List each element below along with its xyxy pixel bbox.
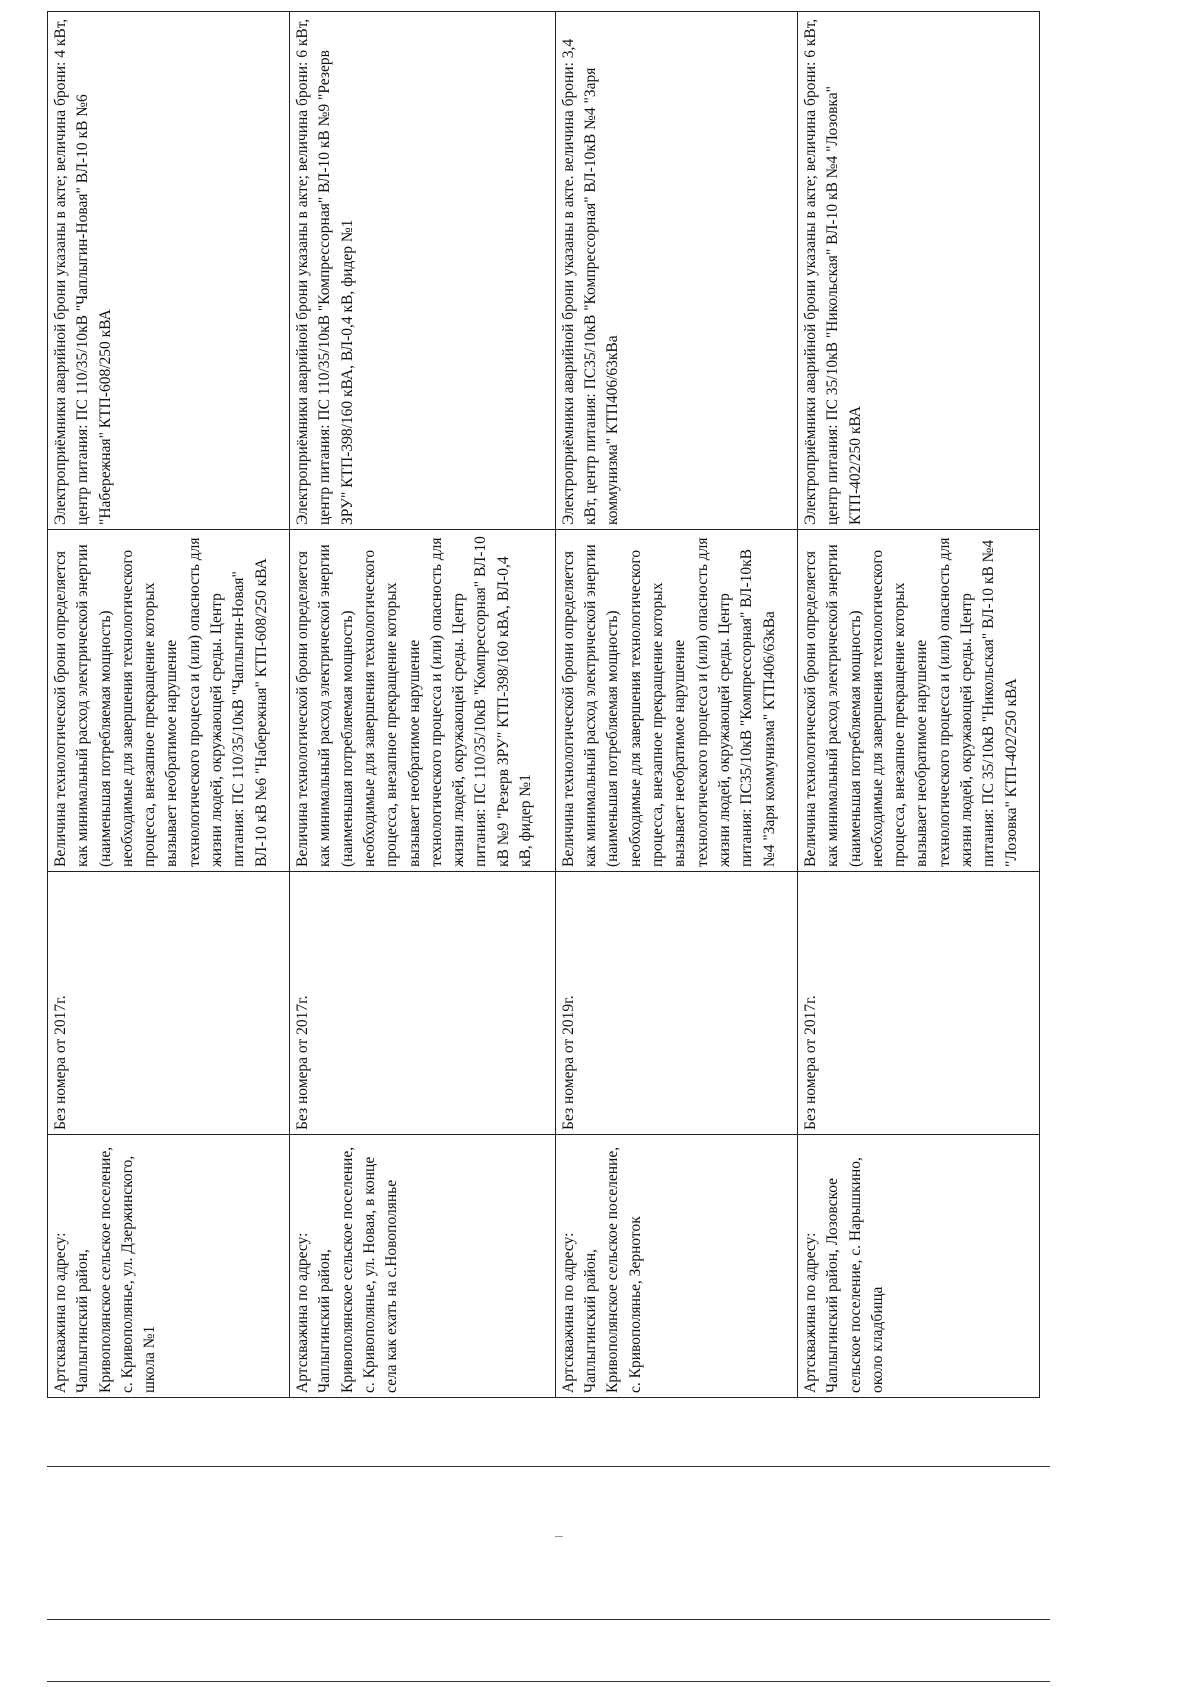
emergency-reserve-cell: Электроприёмники аварийной брони указаны в акте; величина брони: 6 кВт, центр питания: ПС 110/35/10кВ "Компрессорная" ВЛ-10 кВ №9 "Резерв ЗРУ" КТП-398/160 кВА, ВЛ-0,4 кВ, фидер №1 [290,12,556,530]
emergency-reserve-cell: Электроприёмники аварийной брони указаны в акте. величина брони: 3,4 кВт, центр питания: ПС35/10кВ "Компрессорная" ВЛ-10кВ №4 "Заря коммунизма" КТП406/63кВа [555,12,797,530]
act-cell: Без номера от 2017г. [797,872,1039,1135]
table-row [48,12,290,1398]
object-cell: Артскважина по адресу: Чаплыгинский район, Лозовское сельское поселение, с. Нарышкино, около кладбища [797,1135,1039,1398]
act-cell: Без номера от 2017г. [290,872,556,1135]
table-row [797,12,1039,1398]
tech-reserve-cell: Величина технологической брони определяется как минимальный расход электрической энергии (наименьшая потребляемая мощность) необходимые для завершения технологического процесса, внезапное прекращение которых вызывает необратимое нарушение технологического процесса и (или) опасность для жизни людей, окружающей среды. Центр питания: ПС35/10кВ "Компрессорная" ВЛ-10кВ №4 "Заря коммунизма" КТП406/63кВа [555,530,797,872]
emergency-reserve-cell: Электроприёмники аварийной брони указаны в акте; величина брони: 4 кВт, центр питания: ПС 110/35/10кВ "Чаплыгин-Новая" ВЛ-10 кВ №6 "Набережная" КТП-608/250 кВА [48,12,290,530]
tech-reserve-cell: Величина технологической брони определяется как минимальный расход электрической энергии (наименьшая потребляемая мощность) необходимые для завершения технологического процесса, внезапное прекращение которых вызывает необратимое нарушение технологического процесса и (или) опасность для жизни людей, окружающей среды. Центр питания: ПС 110/35/10кВ "Компрессорная" ВЛ-10 кВ №9 "Резерв ЗРУ" КТП-398/160 кВА, ВЛ-0,4 кВ, фидер №1 [290,530,556,872]
rotated-page [47,18,1040,1398]
scan-mark [555,1536,563,1537]
horizontal-rule [47,1619,1050,1620]
emergency-reserve-cell: Электроприёмники аварийной брони указаны в акте; величина брони: 6 кВт, центр питания: ПС 35/10кВ "Никольская" ВЛ-10 кВ №4 "Лозовка" КТП-402/250 кВА [797,12,1039,530]
table-row [555,12,797,1398]
object-cell: Артскважина по адресу: Чаплыгинский район, Кривополянское сельское поселение, с. Кривополянье, Зерноток [555,1135,797,1398]
object-cell: Артскважина по адресу: Чаплыгинский район, Кривополянское сельское поселение, с. Кривополянье, ул. Дзержинского, школа №1 [48,1135,290,1398]
horizontal-rule [47,1466,1050,1467]
act-cell: Без номера от 2019г. [555,872,797,1135]
tech-reserve-cell: Величина технологической брони определяется как минимальный расход электрической энергии (наименьшая потребляемая мощность) необходимые для завершения технологического процесса, внезапное прекращение которых вызывает необратимое нарушение технологического процесса и (или) опасность для жизни людей, окружающей среды. Центр питания: ПС 110/35/10кВ "Чаплыгин-Новая" ВЛ-10 кВ №6 "Набережная" КТП-608/250 кВА [48,530,290,872]
tech-reserve-cell: Величина технологической брони определяется как минимальный расход электрической энергии (наименьшая потребляемая мощность) необходимые для завершения технологического процесса, внезапное прекращение которых вызывает необратимое нарушение технологического процесса и (или) опасность для жизни людей, окружающей среды. Центр питания: ПС 35/10кВ "Никольская" ВЛ-10 кВ №4 "Лозовка" КТП-402/250 кВА [797,530,1039,872]
object-cell: Артскважина по адресу: Чаплыгинский район, Кривополянское сельское поселение, с. Кривополянье, ул. Новая, в конце села как ехать на с.Новополянье [290,1135,556,1398]
table-row [290,12,556,1398]
act-cell: Без номера от 2017г. [48,872,290,1135]
horizontal-rule [47,1681,1050,1682]
reserve-table [47,11,1040,1398]
